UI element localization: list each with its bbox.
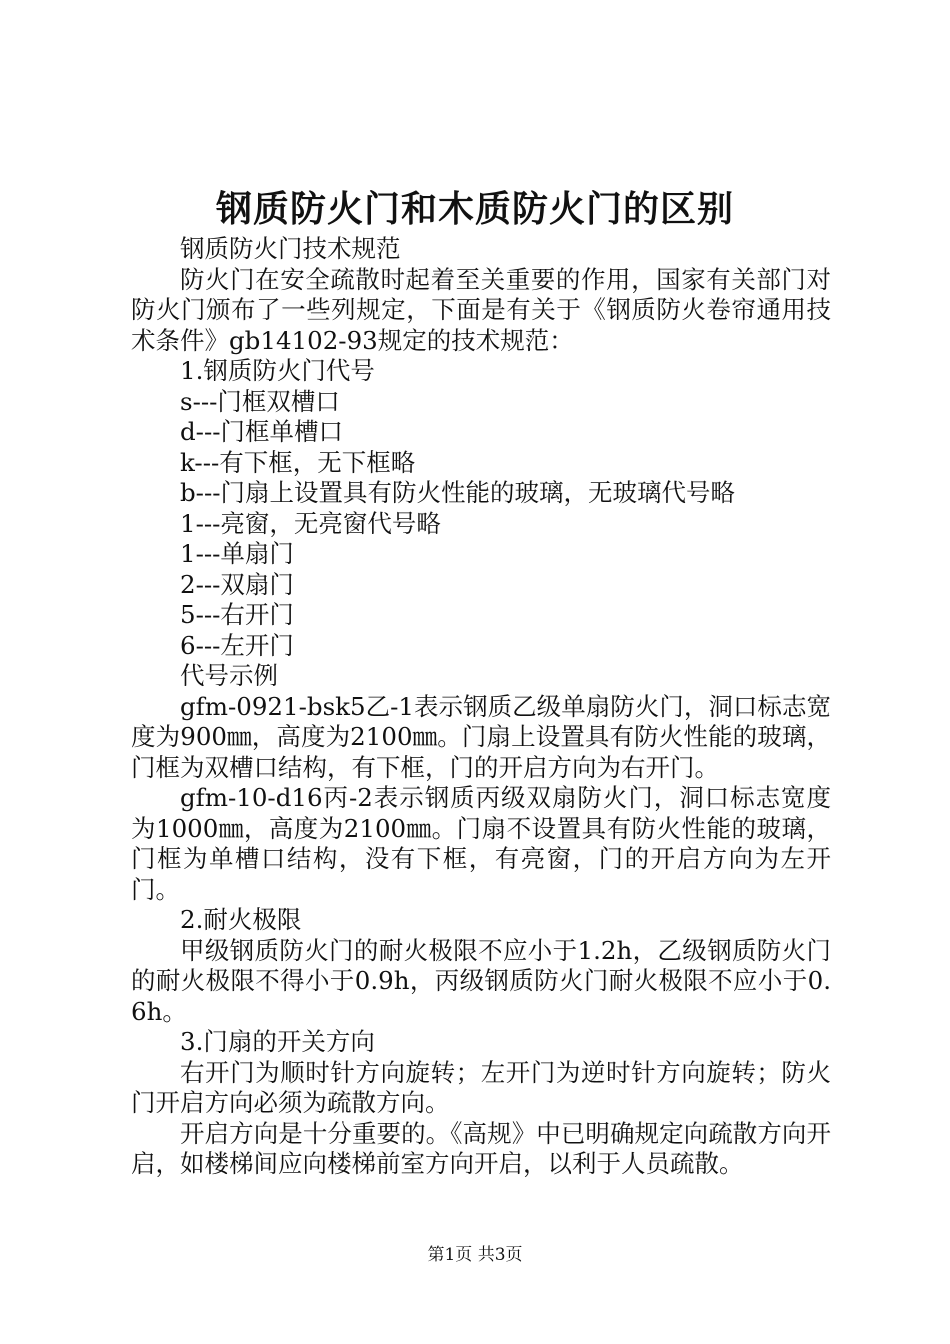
paragraph: s---门框双槽口	[180, 386, 340, 416]
paragraph: 5---右开门	[180, 600, 294, 629]
paragraph: 3.门扇的开关方向	[180, 1027, 375, 1056]
document-body	[131, 234, 831, 1180]
paragraph: gfm-10-d16丙-2表示钢质丙级双扇防火门，洞口标志宽度为1000㎜，高度为2100㎜。门扇不设置具有防火性能的玻璃，门框为单槽口结构，没有下框，有亮窗，门的开启方向为左开门。	[131, 783, 831, 904]
paragraph: gfm-0921-bsk5乙-1表示钢质乙级单扇防火门，洞口标志宽度为900㎜，高度为2100㎜。门扇上设置具有防火性能的玻璃，门框为双槽口结构，有下框，门的开启方向为右开门。	[131, 691, 831, 782]
paragraph: 1---单扇门	[180, 539, 294, 568]
paragraph: 2.耐火极限	[180, 905, 302, 934]
paragraph: 右开门为顺时针方向旋转；左开门为逆时针方向旋转；防火门开启方向必须为疏散方向。	[131, 1057, 831, 1117]
paragraph: b---门扇上设置具有防火性能的玻璃，无玻璃代号略	[180, 478, 736, 507]
paragraph: 6---左开门	[180, 630, 294, 660]
paragraph: 1.钢质防火门代号	[180, 356, 375, 385]
paragraph: 钢质防火门技术规范	[180, 234, 401, 263]
paragraph: 开启方向是十分重要的。《高规》中已明确规定向疏散方向开启，如楼梯间应向楼梯前室方向开启，以利于人员疏散。	[131, 1118, 831, 1178]
paragraph: 甲级钢质防火门的耐火极限不应小于1.2h，乙级钢质防火门的耐火极限不得小于0.9h，丙级钢质防火门耐火极限不应小于0.6h。	[131, 935, 831, 1026]
paragraph: 1---亮窗，无亮窗代号略	[180, 508, 441, 538]
paragraph: 2---双扇门	[180, 569, 294, 599]
paragraph: k---有下框，无下框略	[180, 447, 416, 477]
paragraph: 防火门在安全疏散时起着至关重要的作用，国家有关部门对防火门颁布了一些列规定，下面是有关于《钢质防火卷帘通用技术条件》gb14102-93规定的技术规范：	[131, 264, 831, 355]
page-footer: 第1页 共3页	[427, 1245, 523, 1265]
document-title: 钢质防火门和木质防火门的区别	[215, 188, 734, 230]
paragraph: 代号示例	[180, 661, 278, 690]
paragraph: d---门框单槽口	[180, 417, 344, 446]
